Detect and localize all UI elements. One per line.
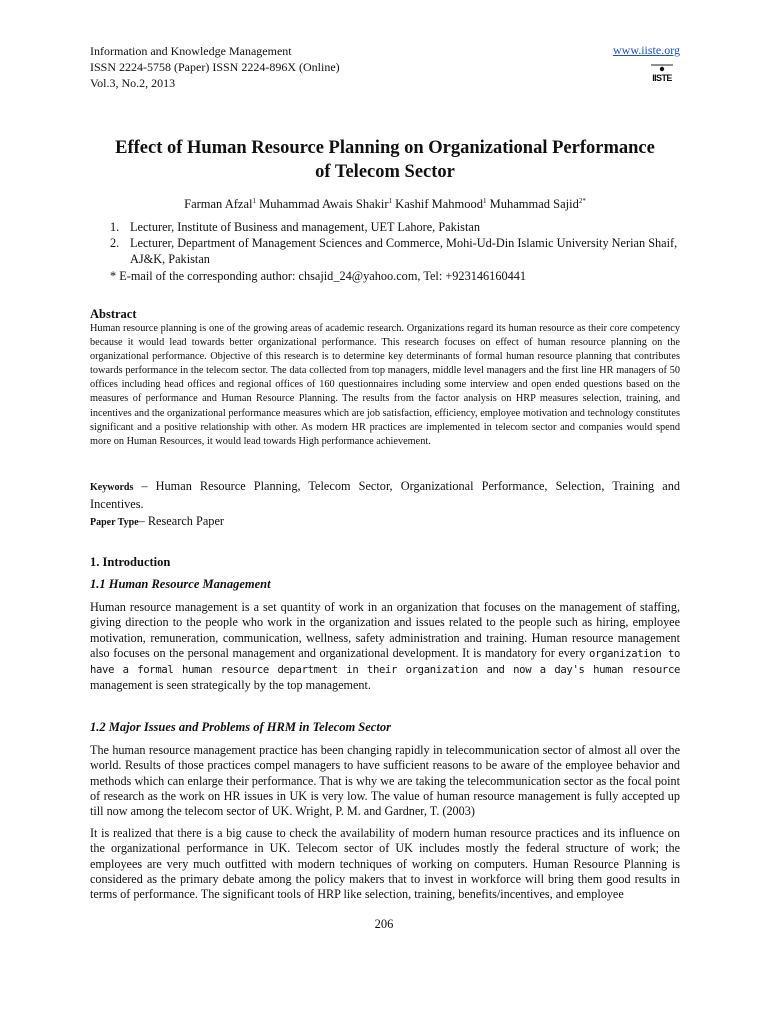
author-name: Kashif Mahmood [395, 197, 484, 212]
author-name: Muhammad Awais Shakir [259, 197, 389, 212]
author-affil-mark: 1 [388, 197, 393, 205]
paper-type-dash: – [138, 514, 148, 528]
website-link[interactable]: www.iiste.org [613, 43, 680, 57]
paragraph-text: management is seen strategically by the top management. [90, 678, 371, 693]
affiliation-number: 1. [110, 220, 120, 234]
paragraph-text: Human resource management is a set quantity of work in an organization that focuses on the management of staffing, giving direction to the people who work in the organization and issues related to the people such as hiring, employee motivation, remuneration, communication, wellness, safety administration and training. Human resource management also focuses on the personal management and organizational development. It is mandatory for every [90, 600, 680, 660]
affiliation-item [110, 219, 680, 235]
affiliation-number: 2. [110, 236, 120, 250]
author-affil-mark: 1 [483, 197, 487, 205]
abstract-text: Human resource planning is one of the growing areas of academic research. Organizations regard its human resource as their core competency because it would lead towards better organizational performance. This research focuses on effect of human resource planning on the organizational performance. Objective of this research is to determine key determinants of formal human resource planning that contributes towards performance in the telecom sector. The data collected from top managers, middle level managers and the first line HR managers of 50 offices including head offices and regional offices of 160 questionnaires including some interview and open ended questions based on the measures of performance and Human Resource Planning. The results from the factor analysis on HRP measures selection, training, and incentives and the organizational performance measures which are job satisfaction, efficiency, employee motivation and technology constitutes significant and a positive relationship with other. As modern HR practices are implemented in telecom sector and companies would spend more on Human Resources, it would lead towards High performance achievement. [90, 323, 680, 447]
paper-title-line1: Effect of Human Resource Planning on Organizational Performance [115, 138, 655, 158]
paper-type-label: Paper Type [90, 517, 139, 528]
affiliation-item [110, 235, 680, 267]
author-name: Farman Afzal [184, 197, 253, 212]
paragraph-text-mono: organization to have a formal human resource department in their organization and now a day's human resource [90, 647, 681, 677]
journal-header [90, 43, 680, 103]
affiliation-list [110, 219, 680, 267]
subsection-heading: 1.1 Human Resource Management [90, 577, 271, 591]
body-paragraph: The human resource management practice has been changing rapidly in telecommunication sector of almost all over the world. Results of those practices compel managers to have sufficient reasons to be aware of the employee behavior and methods which can enlarge their performance. That is why we are taking the telecommunication sector as the focal point of research as the work on HR issues in UK is very low. The value of human resource management is fully accepted up till now among the telecom sector of UK. Wright, P. M. and Gardner, T. (2003) [90, 743, 680, 819]
journal-volume: Vol.3, No.2, 2013 [90, 76, 176, 90]
keywords-text: Human Resource Planning, Telecom Sector, Organizational Performance, Selection, Training and Incentives. [90, 479, 680, 511]
paper-type [90, 514, 224, 529]
affiliation-text: Lecturer, Institute of Business and management, UET Lahore, Pakistan [130, 220, 480, 234]
author-affil-mark: 1 [252, 197, 257, 205]
page-number: 206 [374, 917, 394, 931]
section-heading: 1. Introduction [90, 555, 171, 569]
journal-name: Information and Knowledge Management [90, 44, 292, 58]
paper-title [90, 136, 680, 184]
author-list [90, 197, 680, 212]
keywords [90, 478, 680, 512]
body-paragraph: It is realized that there is a big cause to check the availability of modern human resource practices and its influence on the organizational performance in UK. Telecom sector of UK includes mostly the federal structure of work; the employees are very much outfitted with modern techniques of working on computers. Human Resource Planning is considered as the primary debate among the policy makers that to invest in workforce will bring them good results in terms of performance. The significant tools of HRP like selection, training, benefits/incentives, and employee [90, 826, 680, 902]
author-name: Muhammad Sajid [489, 197, 579, 212]
iiste-logo-text: IISTE [652, 73, 672, 83]
iiste-logo [649, 63, 675, 85]
keywords-label: Keywords [90, 482, 134, 493]
paper-title-line2: of Telecom Sector [315, 162, 455, 182]
keywords-dash: – [141, 479, 156, 493]
paper-type-value: Research Paper [147, 514, 224, 528]
subsection-heading: 1.2 Major Issues and Problems of HRM in Telecom Sector [90, 720, 391, 734]
body-paragraph [90, 600, 680, 694]
affiliation-text: Lecturer, Department of Management Sciences and Commerce, Mohi-Ud-Din Islamic University Nerian Shaif, AJ&K, Pakistan [130, 236, 678, 266]
corresponding-author-email: * E-mail of the corresponding author: chsajid_24@yahoo.com, Tel: +923146160441 [110, 269, 527, 283]
abstract-heading: Abstract [90, 307, 137, 321]
journal-issn: ISSN 2224-5758 (Paper) ISSN 2224-896X (Online) [90, 60, 340, 74]
author-affil-mark: 2* [578, 197, 586, 205]
